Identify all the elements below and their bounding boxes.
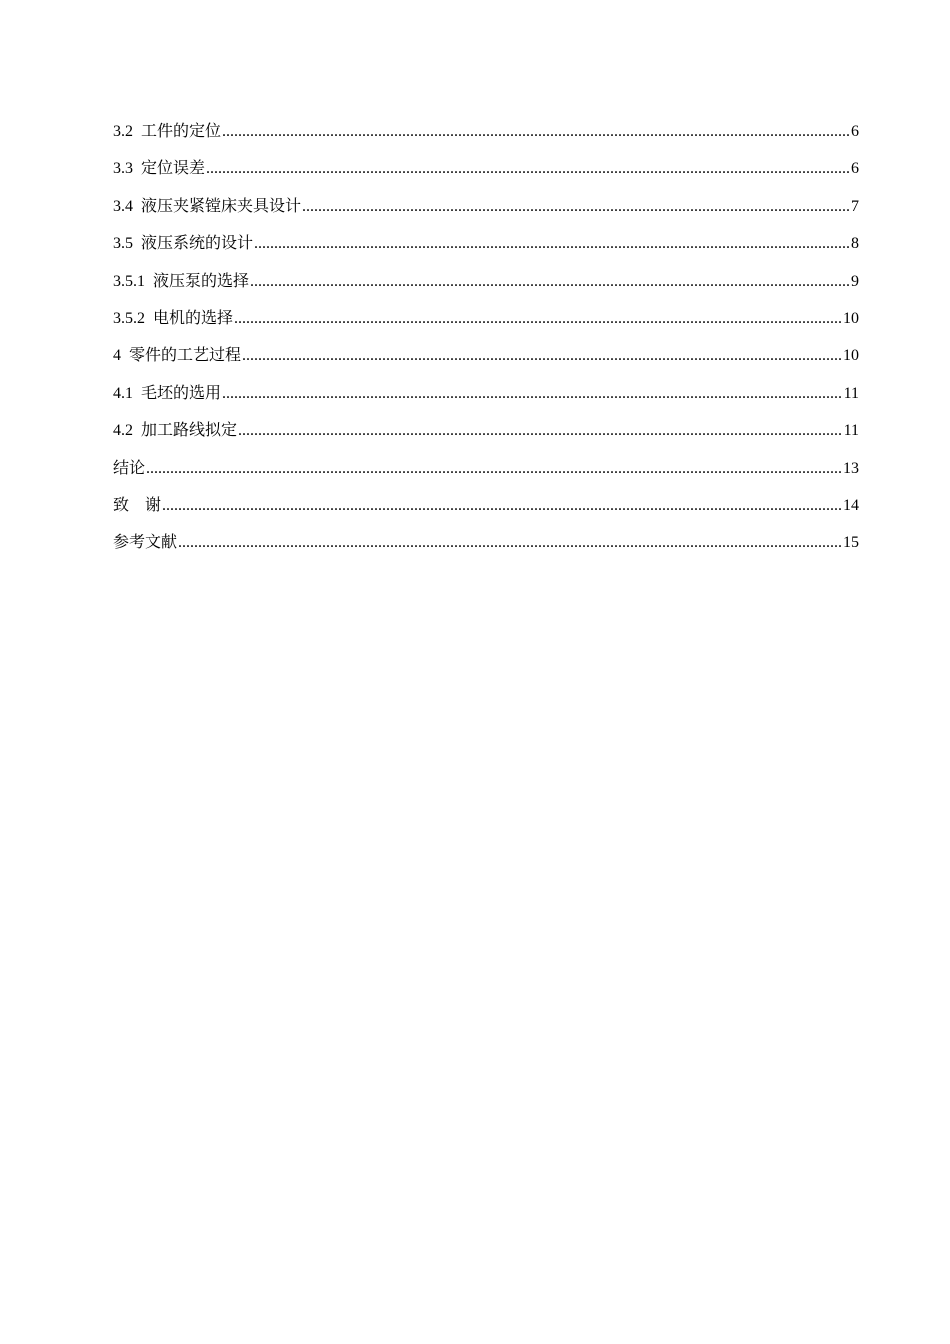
toc-entry[interactable] xyxy=(113,307,859,344)
toc-entry[interactable] xyxy=(113,531,859,568)
toc-entry-title xyxy=(113,531,177,555)
toc-entry-page: 14 xyxy=(843,496,859,514)
toc-entry-page: 15 xyxy=(843,534,859,552)
toc-entry-page: 11 xyxy=(843,384,859,402)
toc-entry-number: 4.1 xyxy=(113,384,133,402)
toc-entry[interactable] xyxy=(113,270,859,307)
toc-entry[interactable] xyxy=(113,195,859,232)
toc-entry-title xyxy=(113,457,145,481)
toc-entry[interactable] xyxy=(113,157,859,194)
toc-entry-title xyxy=(113,120,221,144)
toc-entry-text: 液压夹紧镗床夹具设计 xyxy=(141,197,302,215)
toc-entry-number: 3.2 xyxy=(113,123,133,140)
toc-entry-title xyxy=(113,307,233,331)
toc-entry-title xyxy=(113,232,253,256)
toc-entry-text: 零件的工艺过程 xyxy=(129,347,242,365)
toc-entry-page: 8 xyxy=(851,235,859,253)
toc-entry-text: 电机的选择 xyxy=(153,309,234,327)
toc-entry-page: 10 xyxy=(843,347,859,365)
toc-entry-page: 13 xyxy=(843,459,859,477)
toc-entry-page: 9 xyxy=(851,272,859,290)
toc-dot-leader xyxy=(234,307,842,331)
toc-entry[interactable] xyxy=(113,232,859,269)
toc-entry-number: 4.2 xyxy=(113,422,133,440)
toc-entry-page: 6 xyxy=(851,123,859,140)
toc-entry-title xyxy=(113,494,161,518)
table-of-contents xyxy=(113,120,859,569)
toc-entry-text: 毛坯的选用 xyxy=(141,384,222,402)
toc-dot-leader xyxy=(206,157,850,181)
toc-dot-leader xyxy=(242,344,842,368)
toc-entry-page: 6 xyxy=(851,160,859,178)
toc-dot-leader xyxy=(222,120,850,144)
toc-entry[interactable] xyxy=(113,344,859,381)
toc-entry-text: 液压泵的选择 xyxy=(153,272,250,290)
toc-entry-title xyxy=(113,157,205,181)
toc-entry-title xyxy=(113,270,249,294)
toc-entry-number: 3.3 xyxy=(113,160,133,178)
toc-dot-leader xyxy=(302,195,850,219)
toc-dot-leader xyxy=(178,531,842,555)
toc-entry-text: 加工路线拟定 xyxy=(141,422,238,440)
toc-entry-number: 3.5.1 xyxy=(113,272,145,290)
toc-dot-leader xyxy=(250,270,850,294)
toc-entry-number: 3.5 xyxy=(113,235,133,253)
toc-entry-text: 定位误差 xyxy=(141,160,206,178)
toc-entry[interactable] xyxy=(113,120,859,157)
toc-entry-title xyxy=(113,195,301,219)
toc-dot-leader xyxy=(146,457,842,481)
toc-entry-title xyxy=(113,419,237,443)
toc-dot-leader xyxy=(222,382,843,406)
toc-entry-title xyxy=(113,344,241,368)
toc-entry-page: 10 xyxy=(843,309,859,327)
toc-dot-leader xyxy=(254,232,850,256)
toc-entry-title xyxy=(113,382,221,406)
toc-entry-text: 参考文献 xyxy=(113,534,178,552)
toc-entry[interactable] xyxy=(113,419,859,456)
toc-entry-page: 11 xyxy=(843,422,859,440)
toc-dot-leader xyxy=(162,494,842,518)
toc-entry-text: 液压系统的设计 xyxy=(141,235,254,253)
toc-entry-page: 7 xyxy=(851,197,859,215)
toc-entry[interactable] xyxy=(113,457,859,494)
toc-dot-leader xyxy=(238,419,843,443)
toc-entry-text: 致 谢 xyxy=(113,496,162,514)
toc-entry-text: 工件的定位 xyxy=(141,123,222,140)
toc-entry[interactable] xyxy=(113,382,859,419)
toc-entry[interactable] xyxy=(113,494,859,531)
toc-entry-number: 3.5.2 xyxy=(113,309,145,327)
toc-entry-text: 结论 xyxy=(113,459,146,477)
toc-entry-number: 4 xyxy=(113,347,121,365)
toc-entry-number: 3.4 xyxy=(113,197,133,215)
